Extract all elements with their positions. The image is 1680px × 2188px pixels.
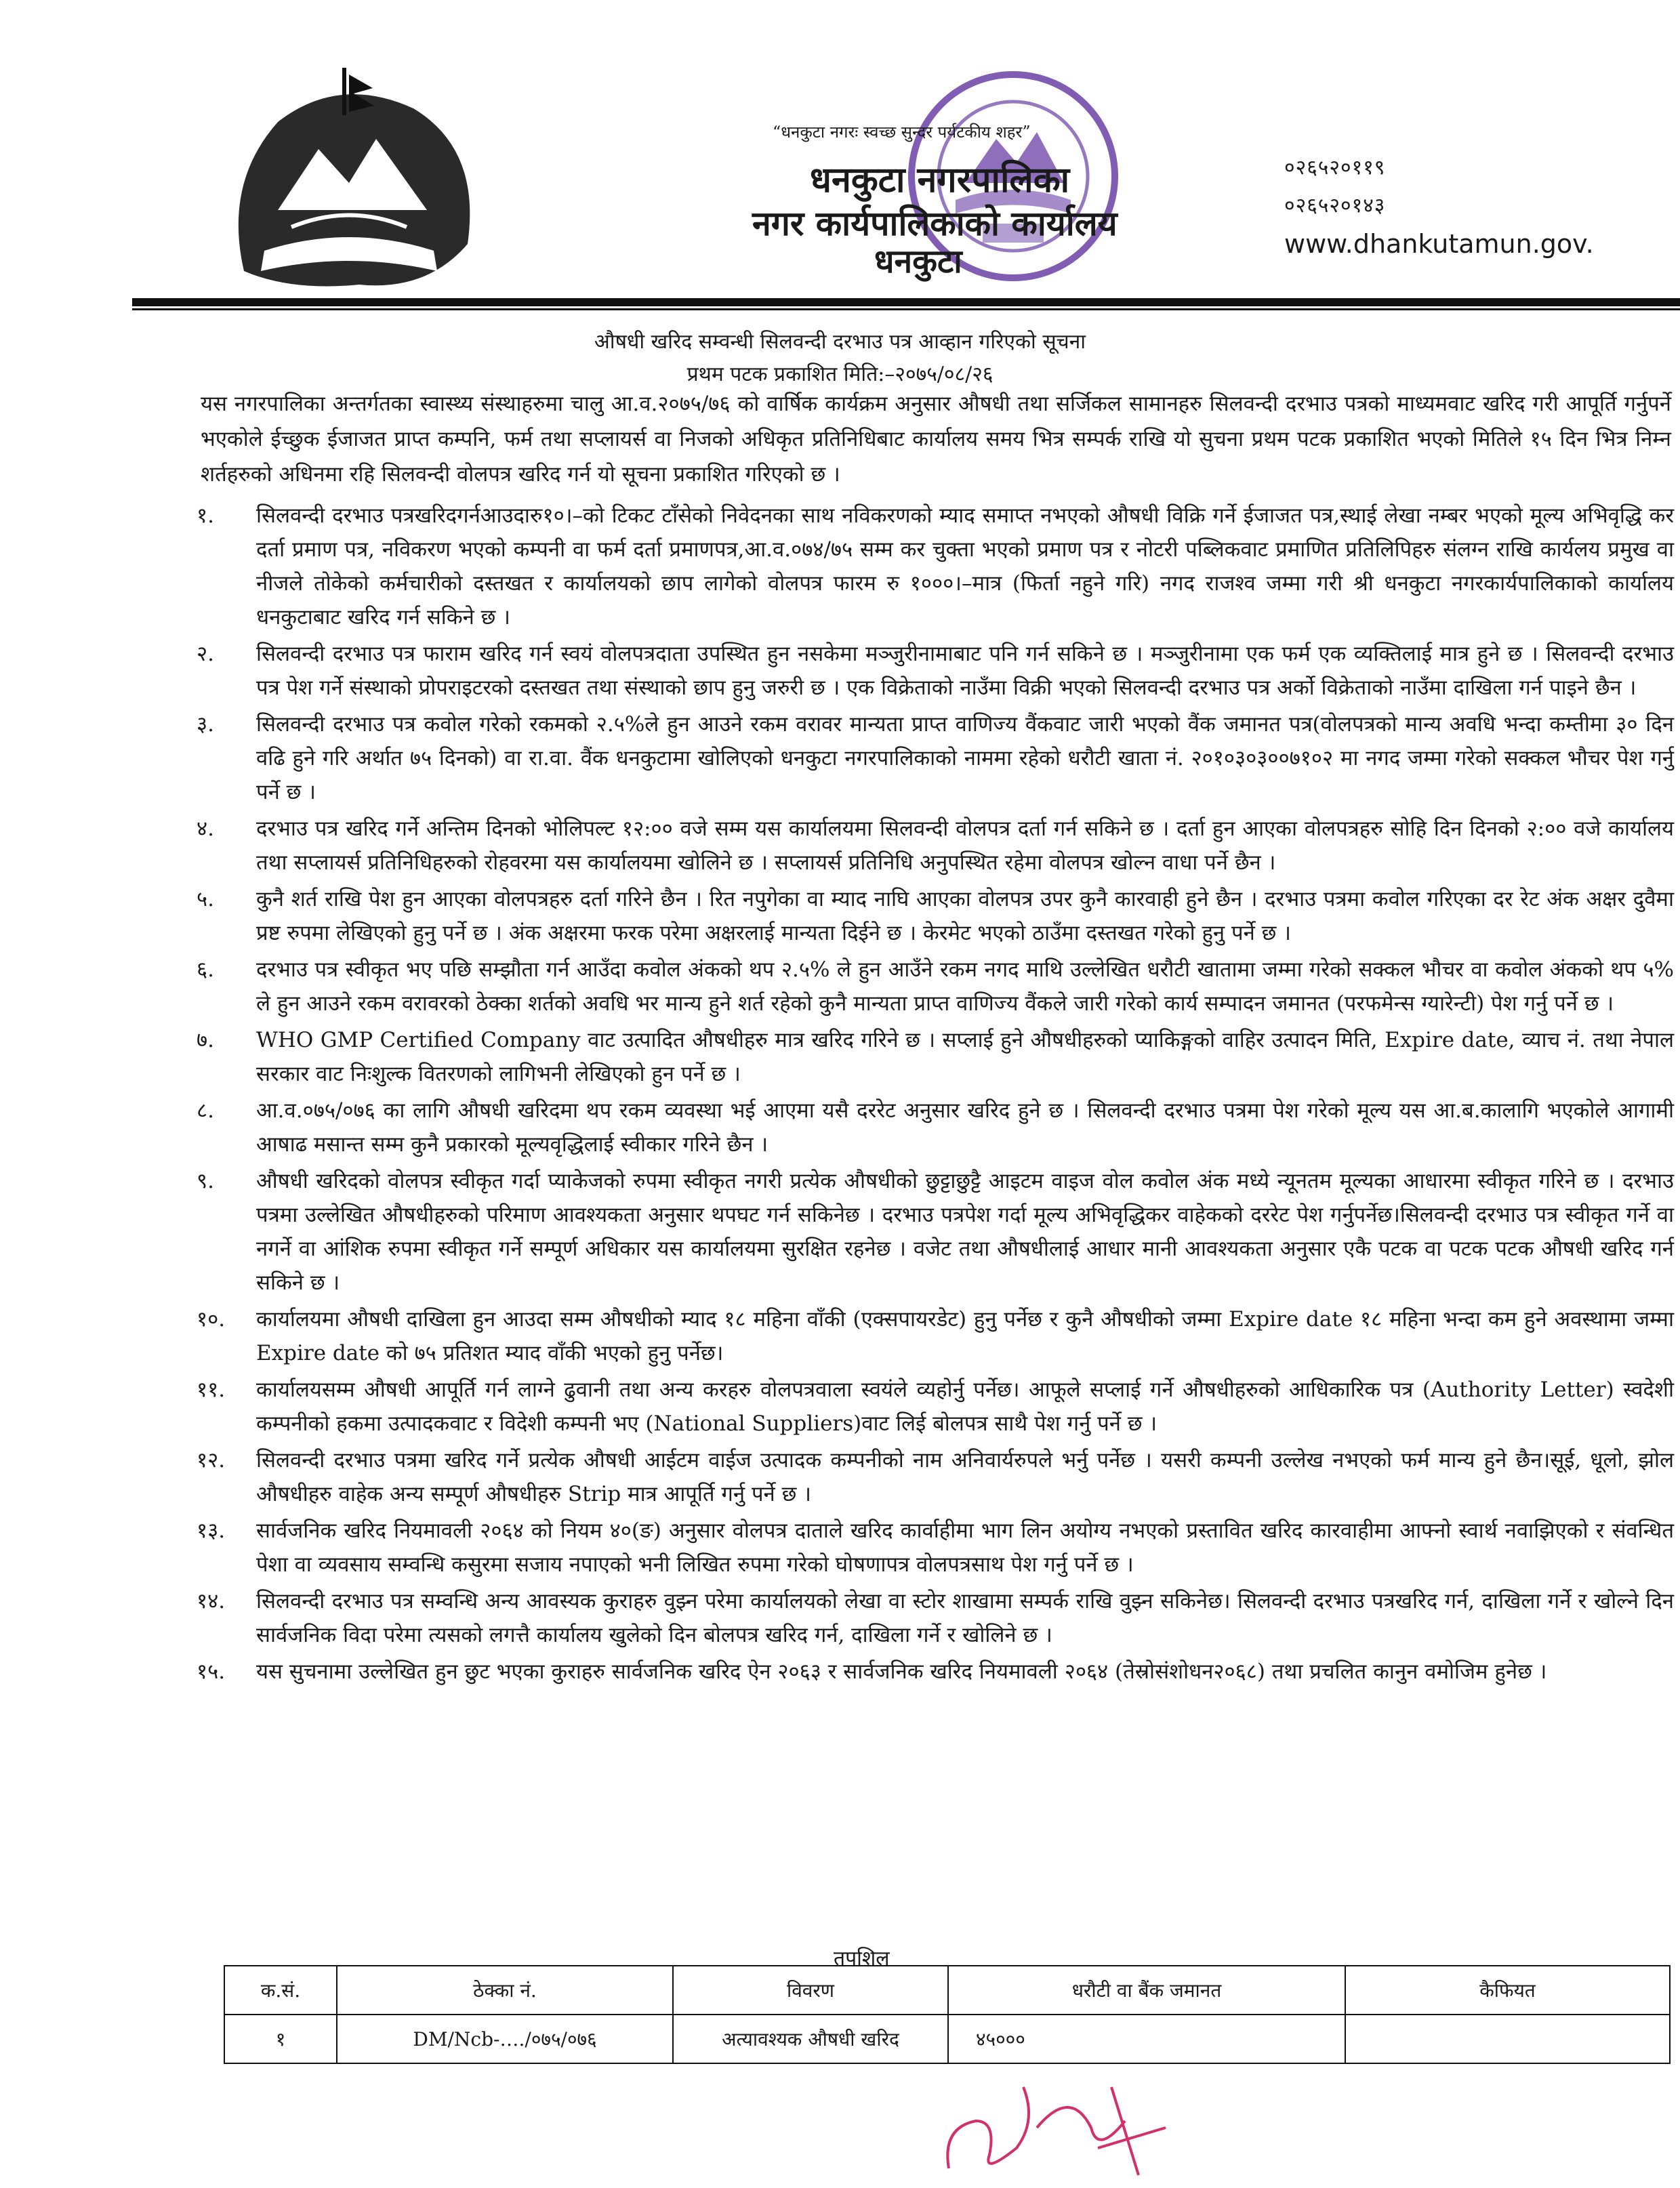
item-number: ९. bbox=[197, 1169, 214, 1193]
item-number: ५. bbox=[197, 887, 214, 911]
publish-date: प्रथम पटक प्रकाशित मिति:–२०७५/०८/२६ bbox=[687, 363, 993, 386]
phone-number: ०२६५२०११९ bbox=[1284, 156, 1386, 180]
item-number: ८. bbox=[197, 1098, 214, 1123]
nepal-emblem-icon bbox=[203, 47, 495, 305]
table-header-row bbox=[224, 1966, 1670, 2015]
item-number: १४. bbox=[197, 1589, 226, 1613]
item-number: १२. bbox=[197, 1448, 226, 1472]
condition-item bbox=[197, 1302, 1674, 1370]
item-text: सिलवन्दी दरभाउ पत्र फाराम खरिद गर्न स्वयं वोलपत्रदाता उपस्थित हुन नसकेमा मञ्जुरीनामाबाट पनि गर्न सकिने छ । मञ्जुरीनामा एक फर्म एक व्यक्तिलाई मात्र हुने छ । सिलवन्दी दरभाउ पत्र पेश गर्ने संस्थाको प्रोपराइटरको दस्तखत तथा संस्थाको छाप हुनु जरुरी छ । एक विक्रेताको नाउँमा विक्री भएको सिलवन्दी दरभाउ पत्र अर्को विक्रेताको नाउँमा दाखिला गर्न पाइने छैन । bbox=[256, 642, 1674, 700]
municipality-motto: “धनकुटा नगरः स्वच्छ सुन्दर पर्यटकीय शहर” bbox=[773, 123, 1031, 142]
column-header: क.सं. bbox=[224, 1966, 337, 2015]
item-text: कार्यालयसम्म औषधी आपूर्ति गर्न लाग्ने ढुवानी तथा अन्य करहरु वोलपत्रवाला स्वयंले व्यहोर्नु पर्नेछ। आफूले सप्लाई गर्ने औषधीहरुको आधिकारिक पत्र (Authority Letter) स्वदेशी कम्पनीको हकमा उत्पादकवाट र विदेशी कम्पनी भए (National Suppliers)वाट लिई बोलपत्र साथै पेश गर्नु पर्ने छ । bbox=[256, 1378, 1674, 1436]
condition-item bbox=[197, 499, 1674, 634]
municipality-name: धनकुटा नगरपालिका bbox=[810, 159, 1070, 201]
condition-item bbox=[197, 812, 1674, 880]
column-header: विवरण bbox=[673, 1966, 948, 2015]
condition-item bbox=[197, 1443, 1674, 1511]
condition-item bbox=[197, 707, 1674, 809]
condition-item bbox=[197, 1655, 1674, 1689]
item-number: १०. bbox=[197, 1307, 226, 1332]
phone-number: ०२६५२०१४३ bbox=[1284, 194, 1386, 218]
item-text: सिलवन्दी दरभाउ पत्रखरिदगर्नआउदारु१०।–को टिकट टाँसेको निवेदनका साथ नविकरणको म्याद समाप्त नभएको औषधी विक्रि गर्ने ईजाजत पत्र,स्थाई लेखा नम्बर भएको मूल्य अभिवृद्धि कर दर्ता प्रमाण पत्र, नविकरण भएको कम्पनी वा फर्म दर्ता प्रमाणपत्र,आ.व.०७४/७५ सम्म कर चुक्ता भएको प्रमाण पत्र र नोटरी पब्लिकवाट प्रमाणित प्रतिलिपिहरु संलग्न राखि कार्यलय प्रमुख वा नीजले तोकेको कर्मचारीको दस्तखत र कार्यालयको छाप लागेको वोलपत्र फारम रु १०००।–मात्र (फिर्ता नहुने गरि) नगद राजश्व जम्मा गरी श्री धनकुटा नगरकार्यपालिकाको कार्यालय धनकुटाबाट खरिद गर्न सकिने छ । bbox=[256, 503, 1674, 629]
item-text: दरभाउ पत्र खरिद गर्ने अन्तिम दिनको भोलिपल्ट १२:०० वजे सम्म यस कार्यालयमा सिलवन्दी वोलपत्र दर्ता गर्न सकिने छ । दर्ता हुन आएका वोलपत्रहरु सोहि दिन दिनको २:०० वजे कार्यालय तथा सप्लायर्स प्रतिनिधिहरुको रोहवरमा यस कार्यालयमा खोलिने छ । सप्लायर्स प्रतिनिधि अनुपस्थित रहेमा वोलपत्र खोल्न वाधा पर्ने छैन । bbox=[256, 817, 1674, 875]
table-cell: १ bbox=[224, 2015, 337, 2063]
condition-item bbox=[197, 882, 1674, 950]
condition-item bbox=[197, 1373, 1674, 1441]
condition-item bbox=[197, 1514, 1674, 1582]
condition-item bbox=[197, 953, 1674, 1020]
item-number: २. bbox=[197, 642, 214, 666]
condition-item bbox=[197, 1164, 1674, 1300]
table-cell: ४५००० bbox=[948, 2015, 1345, 2063]
notice-intro: यस नगरपालिका अन्तर्गतका स्वास्थ्य संस्थाहरुमा चालु आ.व.२०७५/७६ को वार्षिक कार्यक्रम अनुसार औषधी तथा सर्जिकल सामानहरु सिलवन्दी दरभाउ पत्रको माध्यमवाट खरिद गरी आपूर्ति गर्नुपर्ने भएकोले ईच्छुक ईजाजत प्राप्त कम्पनि, फर्म तथा सप्लायर्स वा निजको अधिकृत प्रतिनिधिबाट कार्यालय समय भित्र सम्पर्क राखि यो सुचना प्रथम पटक प्रकाशित भएको मितिले १५ दिन भित्र निम्न शर्तहरुको अधिनमा रहि सिलवन्दी वोलपत्र खरिद गर्न यो सूचना प्रकाशित गरिएको छ । bbox=[201, 392, 1671, 487]
notice-title: औषधी खरिद सम्वन्धी सिलवन्दी दरभाउ पत्र आव्हान गरिएको सूचना bbox=[594, 330, 1086, 354]
schedule-title: तपशिल bbox=[834, 1947, 890, 1970]
table-cell: DM/Ncb-…./०७५/०७६ bbox=[337, 2015, 673, 2063]
item-text: सिलवन्दी दरभाउ पत्र सम्वन्धि अन्य आवस्यक कुराहरु वुझ्न परेमा कार्यालयको लेखा वा स्टोर शाखामा सम्पर्क राखि वुझ्न सकिनेछ। सिलवन्दी दरभाउ पत्रखरिद गर्न, दाखिला गर्ने र खोल्ने दिन सार्वजनिक विदा परेमा त्यसको लगत्तै कार्यालय खुलेको दिन बोलपत्र खरिद गर्न, दाखिला गर्ने र खोलिने छ । bbox=[256, 1589, 1674, 1647]
item-text: औषधी खरिदको वोलपत्र स्वीकृत गर्दा प्याकेजको रुपमा स्वीकृत नगरी प्रत्येक औषधीको छुट्टाछुट्टै आइटम वाइज वोल कवोल अंक मध्ये न्यूनतम मूल्यका आधारमा स्वीकृत गरिने छ । दरभाउ पत्रमा उल्लेखित औषधीहरुको परिमाण आवश्यकता अनुसार थपघट गर्न सकिनेछ । दरभाउ पत्रपेश गर्दा मूल्य अभिवृद्धिकर वाहेकको दररेट पेश गर्नुपर्नेछ।सिलवन्दी दरभाउ पत्र स्वीकृत गर्ने वा नगर्ने वा आंशिक रुपमा स्वीकृत गर्ने सम्पूर्ण अधिकार यस कार्यालयमा सुरक्षित रहनेछ । वजेट तथा औषधीलाई आधार मानी आवश्यकता अनुसार एकै पटक वा पटक पटक औषधी खरिद गर्न सकिने छ । bbox=[256, 1169, 1674, 1295]
website-link[interactable]: www.dhankutamun.gov. bbox=[1284, 229, 1594, 259]
item-number: ४. bbox=[197, 817, 214, 841]
item-text: सिलवन्दी दरभाउ पत्रमा खरिद गर्ने प्रत्येक औषधी आईटम वाईज उत्पादक कम्पनीको नाम अनिवार्यरुपले भर्नु पर्नेछ । यसरी कम्पनी उल्लेख नभएको फर्म मान्य हुने छैन।सूई, धूलो, झोल औषधीहरु वाहेक अन्य सम्पूर्ण औषधीहरु Strip मात्र आपूर्ति गर्नु पर्ने छ । bbox=[256, 1448, 1674, 1506]
column-header: कैफियत bbox=[1345, 1966, 1670, 2015]
item-number: १३. bbox=[197, 1519, 226, 1543]
item-text: कुनै शर्त राखि पेश हुन आएका वोलपत्रहरु दर्ता गरिने छैन । रित नपुगेका वा म्याद नाघि आएका वोलपत्र उपर कुनै कारवाही हुने छैन । दरभाउ पत्रमा कवोल गरिएका दर रेट अंक अक्षर दुवैमा प्रष्ट रुपमा लेखिएको हुनु पर्ने छ । अंक अक्षरमा फरक परेमा अक्षरलाई मान्यता दिईने छ । केरमेट भएको ठाउँमा दस्तखत गरेको हुनु पर्ने छ । bbox=[256, 887, 1674, 945]
item-text: सिलवन्दी दरभाउ पत्र कवोल गरेको रकमको २.५%ले हुन आउने रकम वरावर मान्यता प्राप्त वाणिज्य वैंकवाट जारी भएको वैंक जमानत पत्र(वोलपत्रको मान्य अवधि भन्दा कम्तीमा ३० दिन वढि हुने गरि अर्थात ७५ दिनको) वा रा.वा. वैंक धनकुटामा खोलिएको धनकुटा नगरपालिकाको नाममा रहेको धरौटी खाता नं. २०१०३०३००७१०२ मा नगद जम्मा गरेको सक्कल भौचर पेश गर्नु पर्ने छ । bbox=[256, 712, 1674, 804]
item-text: दरभाउ पत्र स्वीकृत भए पछि सम्झौता गर्न आउँदा कवोल अंकको थप २.५% ले हुन आउँने रकम नगद माथि उल्लेखित धरौटी खातामा जम्मा गरेको सक्कल भौचर वा कवोल अंकको थप ५% ले हुन आउने रकम वरावरको ठेक्का शर्तको अवधि भर मान्य हुने शर्त रहेको कुनै मान्यता प्राप्त वाणिज्य वैंकले जारी गरेको कार्य सम्पादन जमानत (परफमेन्स ग्यारेन्टी) पेश गर्नु पर्ने छ । bbox=[256, 957, 1674, 1016]
item-text: सार्वजनिक खरिद नियमावली २०६४ को नियम ४०(ङ) अनुसार वोलपत्र दाताले खरिद कार्वाहीमा भाग लिन अयोग्य नभएको प्रस्तावित खरिद कारवाहीमा आफ्नो स्वार्थ नवाझिएको र संवन्धित पेशा वा व्यवसाय सम्वन्धि कसुरमा सजाय नपाएको भनी लिखित रुपमा गरेको घोषणापत्र वोलपत्रसाथ पेश गर्नु पर्ने छ । bbox=[256, 1519, 1674, 1577]
table-cell: अत्यावश्यक औषधी खरिद bbox=[673, 2015, 948, 2063]
signature-icon bbox=[935, 2046, 1179, 2182]
item-text: WHO GMP Certified Company वाट उत्पादित औषधीहरु मात्र खरिद गरिने छ । सप्लाई हुने औषधीहरुको प्याकिङ्गको वाहिर उत्पादन मिति, Expire date, व्याच नं. तथा नेपाल सरकार वाट निःशुल्क वितरणको लागिभनी लेखिएको हुन पर्ने छ । bbox=[256, 1028, 1674, 1086]
condition-item bbox=[197, 1023, 1674, 1091]
item-number: ११. bbox=[197, 1378, 226, 1402]
item-number: १५. bbox=[197, 1659, 226, 1684]
header-divider bbox=[132, 298, 1680, 306]
item-text: कार्यालयमा औषधी दाखिला हुन आउदा सम्म औषधीको म्याद १८ महिना वाँकी (एक्सपायरडेट) हुनु पर्नेछ र कुनै औषधीको जम्मा Expire date १८ महिना भन्दा कम हुने अवस्थामा जम्मा Expire date को ७५ प्रतिशत म्याद वाँकी भएको हुनु पर्नेछ। bbox=[256, 1307, 1674, 1365]
item-number: ७. bbox=[197, 1028, 214, 1052]
conditions-list bbox=[197, 499, 1674, 1691]
item-number: १. bbox=[197, 503, 214, 528]
condition-item bbox=[197, 1094, 1674, 1161]
column-header: धरौटी वा बैंक जमानत bbox=[948, 1966, 1345, 2015]
contact-block bbox=[1284, 149, 1594, 263]
column-header: ठेक्का नं. bbox=[337, 1966, 673, 2015]
header-divider-thin bbox=[132, 308, 1680, 310]
item-text: आ.व.०७५/०७६ का लागि औषधी खरिदमा थप रकम व्यवस्था भई आएमा यसै दररेट अनुसार खरिद हुने छ । सिलवन्दी दरभाउ पत्रमा पेश गरेको मूल्य यस आ.ब.कालागि भएकोले आगामी आषाढ मसान्त सम्म कुनै प्रकारको मूल्यवृद्धिलाई स्वीकार गरिने छैन । bbox=[256, 1098, 1674, 1157]
city-name: धनकुटा bbox=[874, 243, 962, 281]
table-cell bbox=[1345, 2015, 1670, 2063]
item-number: ६. bbox=[197, 957, 214, 982]
item-text: यस सुचनामा उल्लेखित हुन छुट भएका कुराहरु सार्वजनिक खरिद ऐन २०६३ र सार्वजनिक खरिद नियमावली २०६४ (तेस्रोसंशोधन२०६८) तथा प्रचलित कानुन वमोजिम हुनेछ । bbox=[256, 1659, 1547, 1684]
office-name: नगर कार्यपालिकाको कार्यालय bbox=[752, 203, 1118, 243]
condition-item bbox=[197, 637, 1674, 705]
condition-item bbox=[197, 1584, 1674, 1652]
item-number: ३. bbox=[197, 712, 214, 737]
